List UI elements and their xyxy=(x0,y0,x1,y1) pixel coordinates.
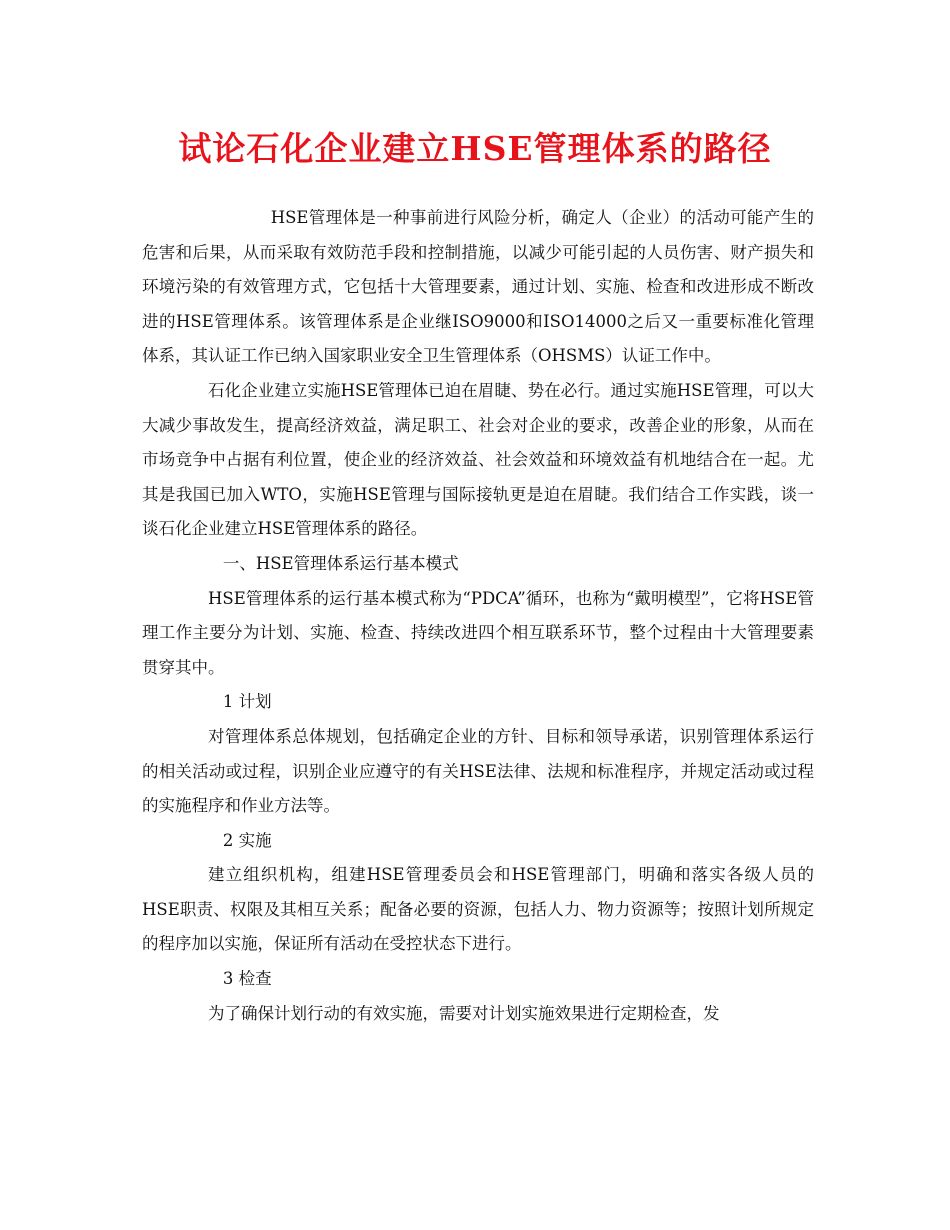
pdca-paragraph: HSE管理体系的运行基本模式称为“PDCA”循环，也称为“戴明模型”，它将HSE管理工作主要分为计划、实施、检查、持续改进四个相互联系环节，整个过程由十大管理要素贯穿其中。 xyxy=(142,588,814,677)
subheading-implement: 2 实施 xyxy=(222,830,272,850)
subheading-check: 3 检查 xyxy=(222,969,272,989)
check-paragraph: 为了确保计划行动的有效实施，需要对计划实施效果进行定期检查，发 xyxy=(208,1003,720,1023)
implement-paragraph: 建立组织机构，组建HSE管理委员会和HSE管理部门，明确和落实各级人员的HSE职责、权限及其相互关系；配备必要的资源，包括人力、物力资源等；按照计划所规定的程序加以实施，保证所有活动在受控状态下进行。 xyxy=(142,865,814,954)
importance-paragraph: 石化企业建立实施HSE管理体已迫在眉睫、势在必行。通过实施HSE管理，可以大大减少事故发生，提高经济效益，满足职工、社会对企业的要求，改善企业的形象，从而在市场竞争中占据有利位置，使企业的经济效益、社会效益和环境效益有机地结合在一起。尤其是我国已加入WTO，实施HSE管理与国际接轨更是迫在眉睫。我们结合工作实践，谈一谈石化企业建立HSE管理体系的路径。 xyxy=(142,380,814,539)
document-title: 试论石化企业建立HSE管理体系的路径 xyxy=(178,129,772,168)
plan-paragraph: 对管理体系总体规划，包括确定企业的方针、目标和领导承诺，识别管理体系运行的相关活动或过程，识别企业应遵守的有关HSE法律、法规和标准程序，并规定活动或过程的实施程序和作业方法等。 xyxy=(142,726,814,816)
intro-paragraph: HSE管理体是一种事前进行风险分析，确定人（企业）的活动可能产生的危害和后果，从而采取有效防范手段和控制措施，以减少可能引起的人员伤害、财产损失和环境污染的有效管理方式，它包括十大管理要素，通过计划、实施、检查和改进形成不断改进的HSE管理体系。该管理体系是企业继ISO9000和ISO14000之后又一重要标准化管理体系，其认证工作已纳入国家职业安全卫生管理体系（OHSMS）认证工作中。 xyxy=(142,208,814,366)
subheading-plan: 1 计划 xyxy=(222,692,272,712)
section-heading-mode: 一、HSE管理体系运行基本模式 xyxy=(222,553,459,573)
document-body xyxy=(142,201,814,1031)
